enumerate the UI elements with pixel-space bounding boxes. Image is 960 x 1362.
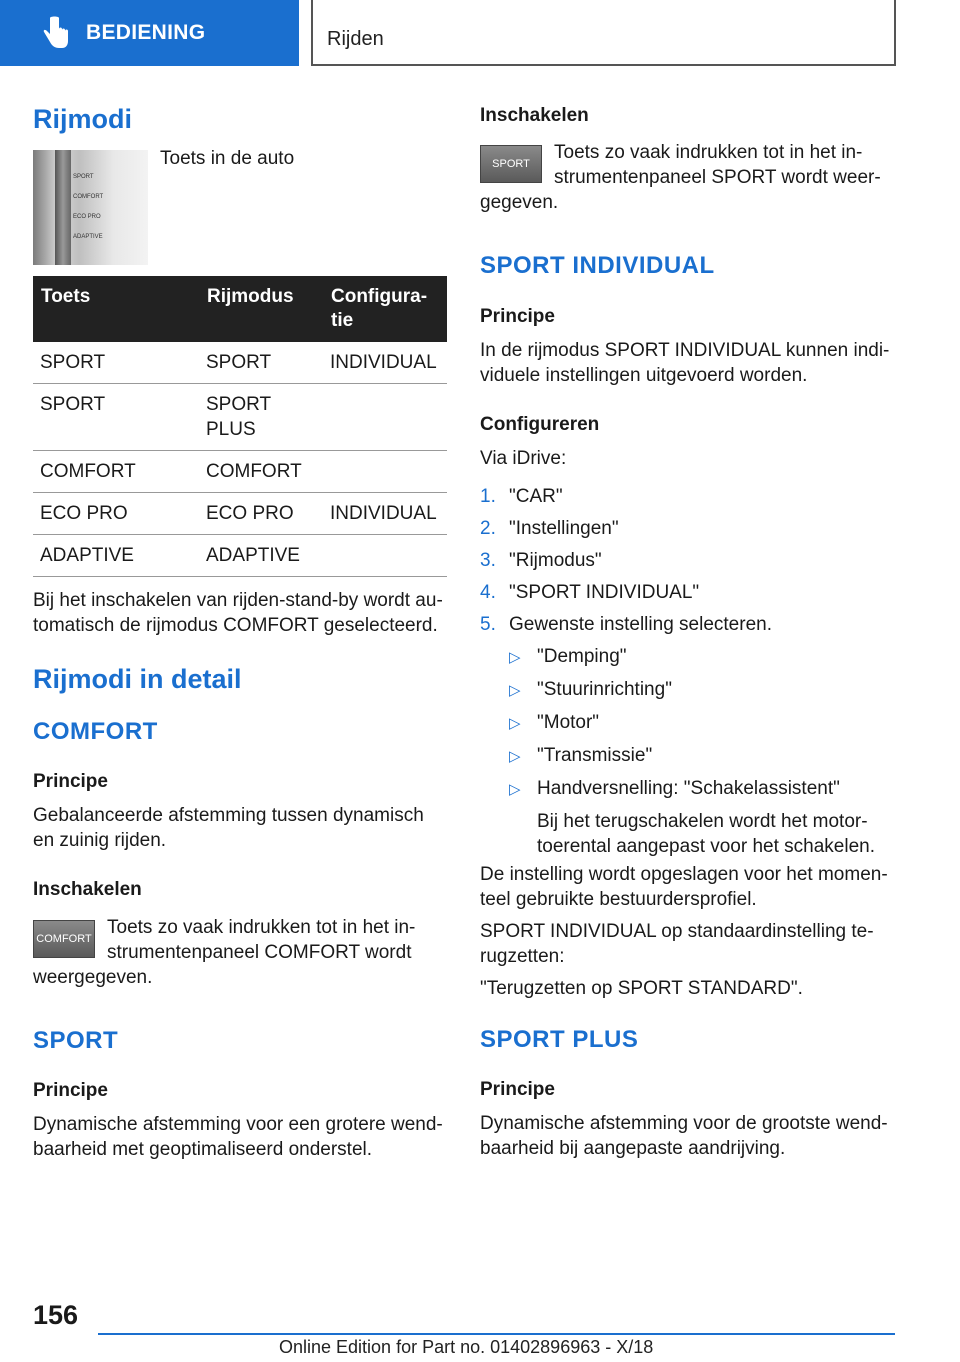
sport-activate-text: gegeven. xyxy=(480,192,559,213)
detail-title: Rijmodi in detail xyxy=(33,664,242,694)
list-item: 1. "CAR" xyxy=(480,486,563,507)
table-cell: SPORT xyxy=(33,384,199,451)
table-cell: COMFORT xyxy=(33,451,199,493)
table-row xyxy=(33,342,447,384)
sp-principle-text: Dynamische afstemming voor de grootste wend- baarheid bij aangepaste aandrijving. xyxy=(480,1113,888,1159)
table-header: Configura- tie xyxy=(323,276,447,342)
photo-label: ADAPTIVE xyxy=(73,234,103,240)
table-cell: COMFORT xyxy=(199,451,323,493)
triangle-bullet-icon: ▷ xyxy=(509,781,521,798)
modes-table xyxy=(33,276,447,577)
table-header: Rijmodus xyxy=(199,276,323,342)
list-item: ▷ Handversnelling: "Schakelassistent" xyxy=(509,776,900,802)
list-item: 4. "SPORT INDIVIDUAL" xyxy=(480,582,700,603)
sport-plus-heading: SPORT PLUS xyxy=(480,1026,639,1053)
si-principle-text: In de rijmodus SPORT INDIVIDUAL kunnen indi- viduele instellingen uitgevoerd worden. xyxy=(480,340,890,386)
mode-buttons-photo xyxy=(33,150,148,265)
table-header: Toets xyxy=(33,276,199,342)
sport-principle-text: Dynamische afstemming voor een grotere wend- baarheid met geoptimaliseerd onderstel. xyxy=(33,1114,443,1160)
table-cell: SPORT PLUS xyxy=(199,384,323,451)
hand-pointer-icon xyxy=(36,14,74,52)
sport-button-image: SPORT xyxy=(480,145,542,183)
page-title: Rijmodi xyxy=(33,104,132,134)
si-via-text: Via iDrive: xyxy=(480,448,567,469)
idrive-steps xyxy=(480,484,900,859)
table-row xyxy=(33,451,447,493)
reset-command-text: "Terugzetten op SPORT STANDARD". xyxy=(480,978,803,999)
sp-principle-label: Principe xyxy=(480,1079,555,1100)
list-item: ▷ "Stuurinrichting" xyxy=(509,677,900,703)
sport-activate-text: Toets zo vaak indrukken tot in het in- xyxy=(554,142,863,163)
table-cell: SPORT xyxy=(199,342,323,384)
comfort-heading: COMFORT xyxy=(33,718,158,745)
section-title: BEDIENING xyxy=(86,21,206,44)
reset-intro-text: SPORT INDIVIDUAL op standaardinstelling te- rugzetten: xyxy=(480,921,874,967)
table-cell: ADAPTIVE xyxy=(33,535,199,577)
list-item: 3. "Rijmodus" xyxy=(480,550,602,571)
table-cell: INDIVIDUAL xyxy=(323,493,447,535)
sub-note: Bij het terugschakelen wordt het motor- toerental aangepast voor het schakelen. xyxy=(537,811,876,857)
photo-label: ECO PRO xyxy=(73,214,101,220)
list-item: 5. Gewenste instelling selecteren. xyxy=(480,614,772,635)
table-cell: ECO PRO xyxy=(33,493,199,535)
table-cell: INDIVIDUAL xyxy=(323,342,447,384)
section-tab xyxy=(0,0,299,66)
triangle-bullet-icon: ▷ xyxy=(509,649,521,666)
table-row xyxy=(33,535,447,577)
image-caption: Toets in de auto xyxy=(160,148,295,169)
sport-activate-label: Inschakelen xyxy=(480,105,589,126)
triangle-bullet-icon: ▷ xyxy=(509,715,521,732)
page-number: 156 xyxy=(33,1300,79,1330)
table-cell xyxy=(323,451,447,493)
photo-label: SPORT xyxy=(73,174,94,180)
chapter-title: Rijden xyxy=(327,28,384,50)
table-cell xyxy=(323,384,447,451)
sport-activate-text: strumentenpaneel SPORT wordt weer- xyxy=(554,167,881,188)
triangle-bullet-icon: ▷ xyxy=(509,682,521,699)
table-header-row xyxy=(33,276,447,342)
comfort-activate-text: weergegeven. xyxy=(33,967,153,988)
table-cell: ADAPTIVE xyxy=(199,535,323,577)
table-cell xyxy=(323,535,447,577)
comfort-activate-label: Inschakelen xyxy=(33,879,142,900)
list-item: ▷ "Motor" xyxy=(509,710,900,736)
comfort-activate-text: strumentenpaneel COMFORT wordt xyxy=(107,942,412,963)
list-item: ▷ "Transmissie" xyxy=(509,743,900,769)
list-item: ▷ "Demping" xyxy=(509,644,900,670)
photo-label: COMFORT xyxy=(73,194,104,200)
stored-text: De instelling wordt opgeslagen voor het momen- teel gebruikte bestuurdersprofiel. xyxy=(480,864,888,910)
sport-heading: SPORT xyxy=(33,1027,119,1054)
chapter-tab xyxy=(311,0,896,66)
footer-divider xyxy=(98,1333,895,1335)
table-cell: SPORT xyxy=(33,342,199,384)
edition-text: Online Edition for Part no. 01402896963 - X/18 xyxy=(279,1337,654,1357)
triangle-bullet-icon: ▷ xyxy=(509,748,521,765)
sport-principle-label: Principe xyxy=(33,1080,108,1101)
sport-individual-heading: SPORT INDIVIDUAL xyxy=(480,252,715,279)
comfort-principle-label: Principe xyxy=(33,771,108,792)
table-cell: ECO PRO xyxy=(199,493,323,535)
intro-text: Bij het inschakelen van rijden-stand-by wordt au- tomatisch de rijmodus COMFORT geselecteerd. xyxy=(33,590,443,636)
comfort-principle-text: Gebalanceerde afstemming tussen dynamisch en zuinig rijden. xyxy=(33,805,424,851)
list-item: 2. "Instellingen" xyxy=(480,518,619,539)
si-configure-label: Configureren xyxy=(480,414,600,435)
table-row xyxy=(33,384,447,451)
comfort-button-image: COMFORT xyxy=(33,920,95,958)
si-principle-label: Principe xyxy=(480,306,555,327)
table-row xyxy=(33,493,447,535)
comfort-activate-text: Toets zo vaak indrukken tot in het in- xyxy=(107,917,416,938)
